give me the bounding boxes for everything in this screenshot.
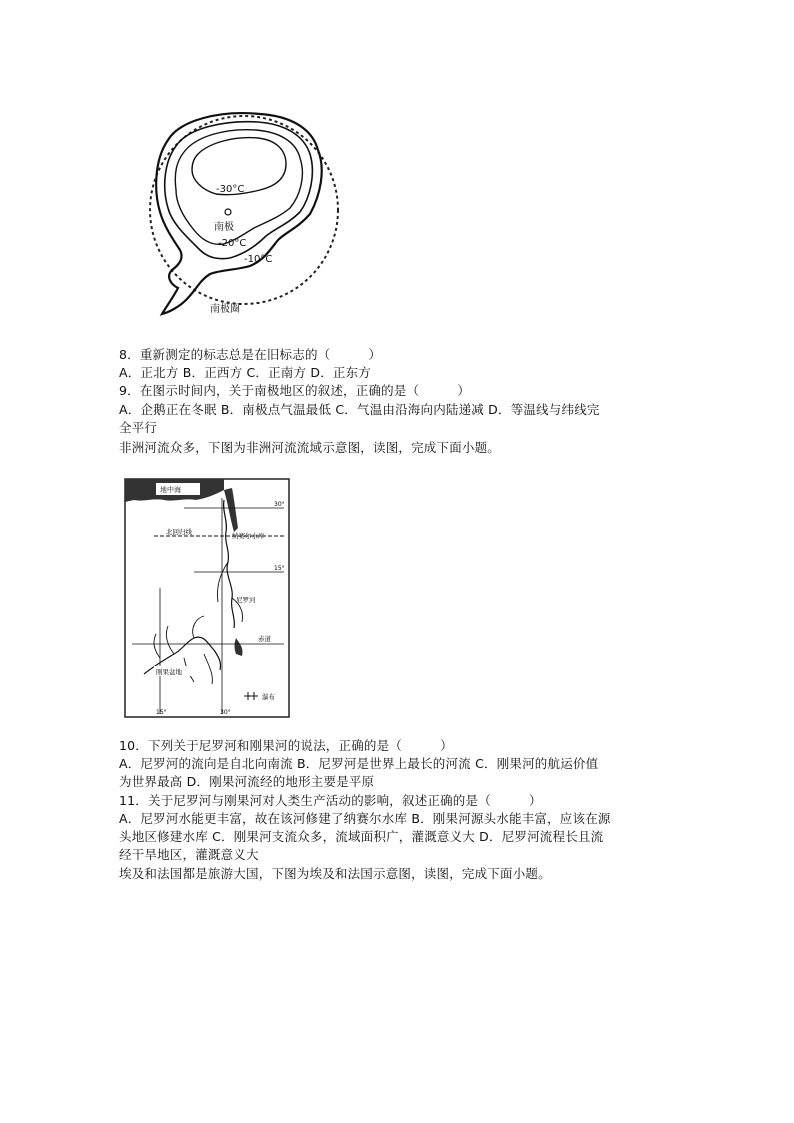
congo-basin-label: 刚果盆地 (156, 668, 182, 676)
q11-options-line2: 头地区修建水库 C．刚果河支流众多，流域面积广，灌溉意义大 D．尼罗河流程长且流 (119, 829, 604, 844)
q10-stem: 10．下列关于尼罗河和刚果河的说法，正确的是（ ） (119, 738, 453, 753)
legend-falls-label: 瀑布 (262, 693, 275, 701)
tropic-label: 北回归线 (166, 528, 192, 536)
q10-options-line1: A．尼罗河的流向是自北向南流 B．尼罗河是世界上最长的河流 C．刚果河的航运价值 (119, 756, 599, 771)
isotherm-30-label: -30°C (216, 184, 245, 195)
q9-stem: 9．在图示时间内，关于南极地区的叙述，正确的是（ ） (119, 383, 471, 398)
q8-options: A．正北方 B．正西方 C．正南方 D．正东方 (119, 365, 372, 380)
q9-options-line1: A．企鹅正在冬眠 B．南极点气温最低 C．气温由沿海向内陆递减 D．等温线与纬线完 (119, 402, 600, 417)
equator-label: 赤道 (258, 635, 271, 643)
q11-options-line3: 经干旱地区，灌溉意义大 (119, 847, 259, 862)
nasser-dam-label: 纳赛尔水库 (232, 532, 265, 540)
q11-options-line1: A．尼罗河水能更丰富，故在该河修建了纳赛尔水库 B．刚果河源头水能丰富，应该在源 (119, 811, 611, 826)
nile-label: 尼罗河 (236, 596, 256, 604)
q10-options-line2: 为世界最高 D．刚果河流经的地形主要是平原 (119, 774, 375, 789)
antarctic-circle-label: 南极圈 (210, 304, 240, 315)
q8-stem: 8．重新测定的标志总是在旧标志的（ ） (119, 347, 382, 362)
lon30-label: 30° (220, 709, 231, 716)
africa-rivers-map (124, 478, 290, 720)
isotherm-10-label: -10°C (244, 254, 273, 265)
mediterranean-label: 地中海 (160, 486, 181, 494)
intro-egypt-france: 埃及和法国都是旅游大国，下图为埃及和法国示意图，读图，完成下面小题。 (119, 866, 551, 881)
lat30-label: 30° (274, 501, 285, 508)
south-pole-label: 南极 (214, 222, 234, 233)
q9-options-line2: 全平行 (119, 420, 158, 435)
lon15-label: 15° (156, 709, 167, 716)
isotherm-20-label: -20°C (218, 238, 247, 249)
intro-africa: 非洲河流众多，下图为非洲河流流域示意图，读图，完成下面小题。 (119, 440, 501, 455)
lat15-label: 15° (274, 565, 285, 572)
antarctica-map (140, 100, 340, 320)
q11-stem: 11．关于尼罗河与刚果河对人类生产活动的影响，叙述正确的是（ ） (119, 793, 542, 808)
